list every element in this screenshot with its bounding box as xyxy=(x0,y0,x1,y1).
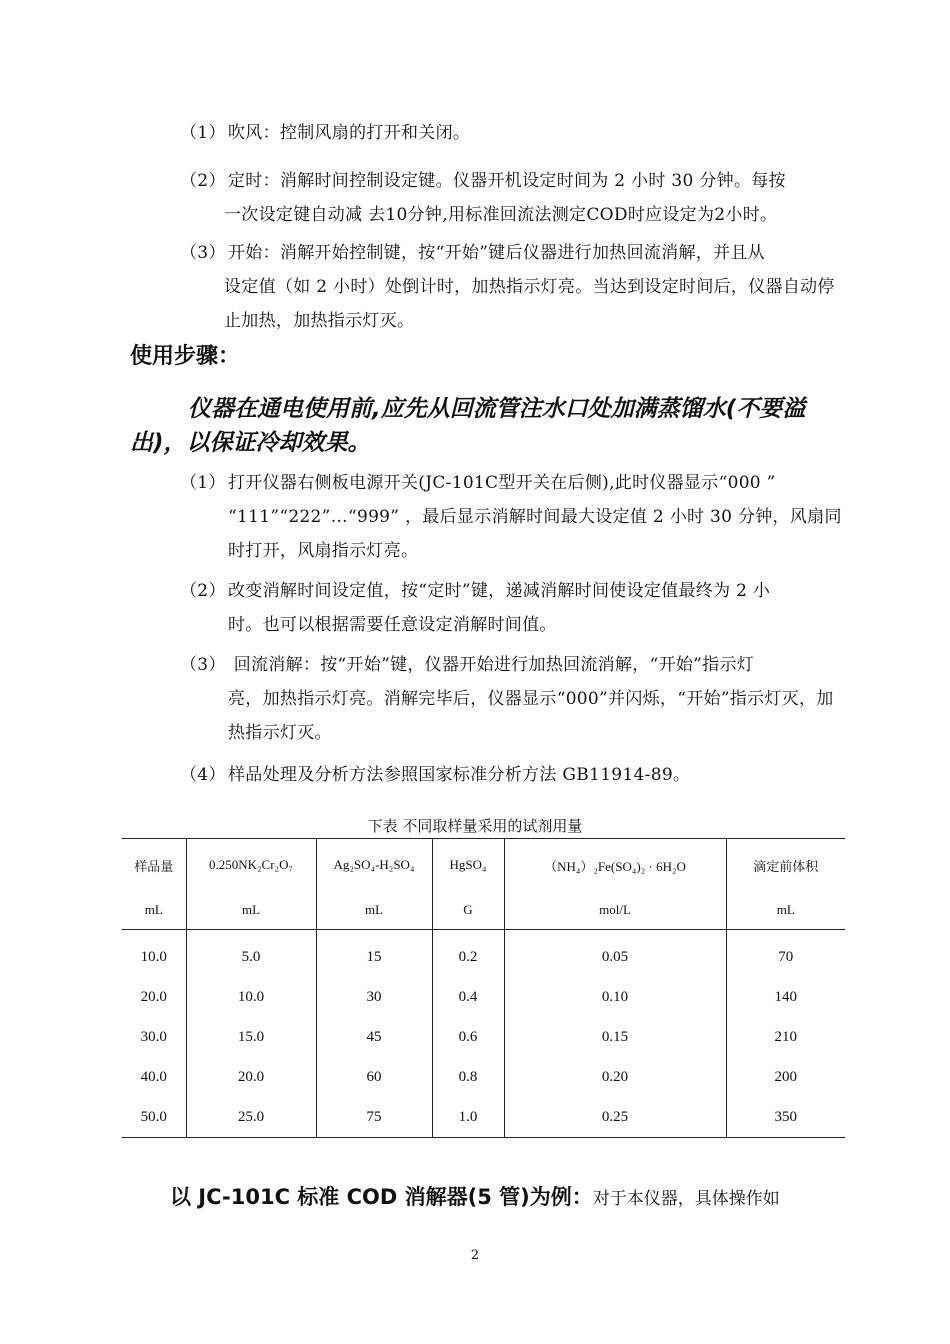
step-4 xyxy=(180,758,845,792)
step-1 xyxy=(180,466,845,568)
table-cell: 200 xyxy=(774,1068,797,1085)
example-text: 对于本仪器，具体操作如 xyxy=(592,1189,780,1209)
header-pre-titration-volume: 滴定前体积 xyxy=(726,839,845,892)
step-number: （3） xyxy=(180,655,226,675)
table-cell: 0.2 xyxy=(432,930,504,978)
example-line xyxy=(170,1180,780,1216)
step-text: 样品处理及分析方法参照国家标准分析方法 GB11914-89。 xyxy=(228,765,691,785)
function-item-3 xyxy=(180,236,845,338)
table-cell: 0.6 xyxy=(432,1017,504,1057)
table-row xyxy=(122,1017,845,1057)
section-heading: 使用步骤： xyxy=(130,344,241,369)
table-row xyxy=(122,930,845,978)
step-number: （1） xyxy=(180,473,226,493)
example-heading: 以 JC-101C 标准 COD 消解器(5 管)为例： xyxy=(170,1185,593,1209)
table-cell: 75 xyxy=(316,1097,432,1138)
table-row xyxy=(122,1097,845,1138)
table-caption: 下表 不同取样量采用的试剂用量 xyxy=(367,817,583,835)
header-mercury-sulfate: HgSO₄ xyxy=(432,839,504,892)
step-text: 改变消解时间设定值，按“定时”键，递减消解时间使设定值最终为 2 小 xyxy=(228,581,771,601)
table-row xyxy=(122,1057,845,1097)
function-item-text: 定时：消解时间控制设定键。仪器开机设定时间为 2 小时 30 分钟。每按 xyxy=(228,171,786,191)
function-item-continuation: 设定值（如 2 小时）处倒计时，加热指示灯亮。当达到设定时间后，仪器自动停止加热，加热指示灯灭。 xyxy=(224,277,835,331)
function-item-text: 吹风：控制风扇的打开和关闭。 xyxy=(228,123,471,143)
table-cell: 60 xyxy=(316,1057,432,1097)
table-cell: 140 xyxy=(774,988,797,1005)
reagent-table xyxy=(122,838,845,1138)
unit-cell: G xyxy=(432,891,504,930)
table-cell: 15.0 xyxy=(186,1017,316,1057)
function-item-continuation: 一次设定键自动减 去10分钟,用标准回流法测定COD时应设定为2小时。 xyxy=(224,205,778,225)
table-cell: 70 xyxy=(778,948,794,965)
step-number: （4） xyxy=(180,765,226,785)
table-header-row xyxy=(122,839,845,892)
notice-paragraph: 仪器在通电使用前,应先从回流管注水口处加满蒸馏水(不要溢出)，以保证冷却效果。 xyxy=(130,396,806,456)
table-cell: 0.15 xyxy=(504,1017,726,1057)
header-silver-sulfate: Ag₂SO₄-H₂SO₄ xyxy=(316,839,432,892)
step-continuation: 时。也可以根据需要任意设定消解时间值。 xyxy=(228,615,557,635)
table-cell: 50.0 xyxy=(122,1097,186,1138)
table-cell: 5.0 xyxy=(186,930,316,978)
table-cell: 0.25 xyxy=(504,1097,726,1138)
table-cell: 10.0 xyxy=(186,977,316,1017)
step-2 xyxy=(180,574,845,642)
function-item-text: 开始：消解开始控制键，按“开始”键后仪器进行加热回流消解，并且从 xyxy=(228,243,765,263)
table-cell: 45 xyxy=(316,1017,432,1057)
function-item-1 xyxy=(180,116,845,150)
unit-cell: mL xyxy=(186,891,316,930)
unit-cell: mL xyxy=(316,891,432,930)
table-cell: 0.05 xyxy=(504,930,726,978)
table-cell: 350 xyxy=(726,1097,845,1138)
table-cell: 30.0 xyxy=(122,1017,186,1057)
unit-cell: mol/L xyxy=(504,891,726,930)
table-cell: 15 xyxy=(316,930,432,978)
header-sample-volume: 样品量 xyxy=(122,839,186,892)
unit-cell: mL xyxy=(726,891,845,930)
table-unit-row xyxy=(122,891,845,930)
table-cell: 30 xyxy=(316,977,432,1017)
unit-cell: mL xyxy=(122,891,186,930)
table-cell: 40.0 xyxy=(122,1057,186,1097)
step-number: （2） xyxy=(180,581,226,601)
function-item-number: （2） xyxy=(180,171,226,191)
function-item-2 xyxy=(180,164,845,232)
table-cell: 20.0 xyxy=(186,1057,316,1097)
table-cell: 10.0 xyxy=(122,930,186,978)
table-cell: 20.0 xyxy=(122,977,186,1017)
step-text: 回流消解：按“开始”键，仪器开始进行加热回流消解，“开始”指示灯 xyxy=(228,655,755,675)
function-item-number: （3） xyxy=(180,243,226,263)
table-cell: 0.10 xyxy=(504,977,726,1017)
table-cell: 0.20 xyxy=(504,1057,726,1097)
step-continuation: 亮，加热指示灯亮。消解完毕后，仪器显示“000”并闪烁，“开始”指示灯灭，加热指示灯灭。 xyxy=(228,689,834,743)
header-dichromate: 0.250NK₂Cr₂O₇ xyxy=(186,839,316,892)
table-cell: 1.0 xyxy=(432,1097,504,1138)
table-cell: 0.8 xyxy=(432,1057,504,1097)
function-item-number: （1） xyxy=(180,123,226,143)
step-continuation: “111”“222”…“999” ，最后显示消解时间最大设定值 2 小时 30 分钟，风扇同时打开，风扇指示灯亮。 xyxy=(228,507,842,561)
table-row xyxy=(122,977,845,1017)
table-cell: 25.0 xyxy=(186,1097,316,1138)
step-3 xyxy=(180,648,845,750)
step-text: 打开仪器右侧板电源开关(JC-101C型开关在后侧),此时仪器显示“000 ” xyxy=(228,473,776,493)
header-ferrous-ammonium-sulfate: （NH₄）₂Fe(SO₄)₂ · 6H₂O xyxy=(504,839,726,892)
table-cell: 210 xyxy=(774,1028,797,1045)
table-cell: 0.4 xyxy=(432,977,504,1017)
page-number: 2 xyxy=(470,1248,480,1263)
